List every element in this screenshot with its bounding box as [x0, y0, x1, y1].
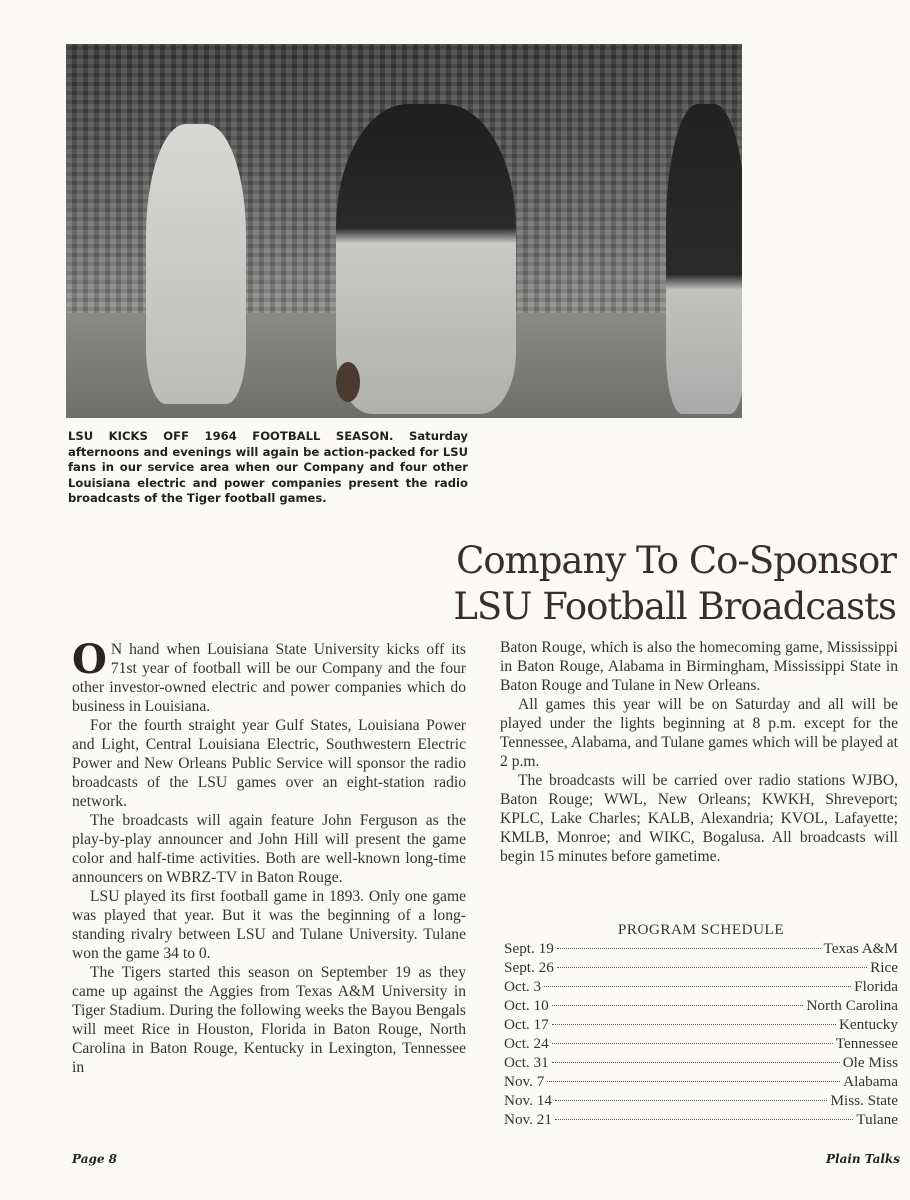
article-paragraph: Baton Rouge, which is also the homecoming game, Mississippi in Baton Rouge, Alabama in Birmingham, Mississippi State in Baton Rouge and Tulane in New Orleans. — [500, 639, 898, 694]
schedule-opponent: North Carolina — [806, 997, 898, 1014]
article-paragraph: LSU played its first football game in 1893. Only one game was played that year. But it was the beginning of a long-standing rivalry between LSU and Tulane University. Tulane won the game 34 to 0. — [72, 888, 466, 962]
dot-leader — [557, 967, 867, 968]
schedule-date: Sept. 19 — [504, 940, 554, 957]
schedule-row — [504, 1054, 898, 1073]
football-photo — [66, 44, 742, 418]
player-right-edge — [666, 104, 742, 414]
schedule-opponent: Ole Miss — [842, 1054, 898, 1071]
schedule-date: Oct. 24 — [504, 1035, 549, 1052]
schedule-opponent: Rice — [870, 959, 898, 976]
article-paragraph: The Tigers started this season on September 19 as they came up against the Aggies from Texas A&M University in Tiger Stadium. During the following weeks the Bayou Bengals will meet Rice in Houston, Florida in Baton Rouge, North Carolina in Baton Rouge, Kentucky in Lexington, Tennessee in — [72, 964, 466, 1076]
article-paragraph: O N hand when Louisiana State University kicks off its 71st year of football will be our Company and the four other investor-owned electric and power companies which do business in Louisiana. — [72, 636, 466, 715]
player-kicker — [146, 124, 246, 404]
article-paragraph: The broadcasts will be carried over radio stations WJBO, Baton Rouge; WWL, New Orleans; KWKH, Shreveport; KPLC, Lake Charles; KALB, Alexandria; KVOL, Lafayette; KMLB, Monroe; and WIKC, Bogalusa. All broadcasts will begin 15 minutes before gametime. — [500, 772, 898, 865]
dot-leader — [557, 948, 821, 949]
schedule-row — [504, 1111, 898, 1130]
schedule-opponent: Kentucky — [838, 1016, 898, 1033]
schedule-date: Sept. 26 — [504, 959, 554, 976]
dot-leader — [552, 1062, 840, 1063]
schedule-row — [504, 959, 898, 978]
schedule-opponent: Florida — [854, 978, 898, 995]
player-dark-jersey — [336, 104, 516, 414]
article-headline — [453, 538, 896, 630]
article-column-right — [500, 638, 898, 866]
schedule-row — [504, 1073, 898, 1092]
article-paragraph: For the fourth straight year Gulf States, Louisiana Power and Light, Central Louisiana Electric, Southwestern Electric Power and New Orleans Public Service will sponsor the radio broadcasts of the LSU games over an eight-station radio network. — [72, 717, 466, 810]
schedule-date: Oct. 3 — [504, 978, 542, 995]
dot-leader — [552, 1005, 804, 1006]
publication-name: Plain Talks — [825, 1152, 900, 1166]
schedule-date: Oct. 17 — [504, 1016, 549, 1033]
program-schedule — [504, 920, 898, 1130]
schedule-row — [504, 1035, 898, 1054]
dot-leader — [552, 1024, 836, 1025]
dot-leader — [555, 1100, 828, 1101]
caption-lead: LSU KICKS OFF 1964 FOOTBALL SEASON. — [68, 429, 394, 443]
schedule-title: PROGRAM SCHEDULE — [617, 921, 785, 938]
schedule-opponent: Miss. State — [830, 1092, 898, 1109]
dot-leader — [552, 1043, 833, 1044]
schedule-date: Nov. 7 — [504, 1073, 545, 1090]
schedule-date: Nov. 21 — [504, 1111, 552, 1128]
photo-caption — [68, 429, 468, 507]
headline-line-2: LSU Football Broadcasts — [453, 585, 896, 628]
drop-cap: O — [72, 636, 107, 683]
schedule-opponent: Texas A&M — [823, 940, 898, 957]
article-paragraph: The broadcasts will again feature John Ferguson as the play-by-play announcer and John Hill will present the game color and half-time activities. Both are well-known long-time announcers on WBRZ-TV in Baton Rouge. — [72, 812, 466, 886]
schedule-row — [504, 997, 898, 1016]
schedule-date: Oct. 31 — [504, 1054, 549, 1071]
schedule-date: Oct. 10 — [504, 997, 549, 1014]
football — [336, 362, 360, 402]
article-paragraph: All games this year will be on Saturday and all will be played under the lights beginning at 8 p.m. except for the Tennessee, Alabama, and Tulane games which will be played at 2 p.m. — [500, 696, 898, 770]
dot-leader — [547, 1081, 840, 1082]
article-column-left — [72, 636, 466, 1077]
schedule-row — [504, 1092, 898, 1111]
page-number: Page 8 — [72, 1152, 118, 1166]
schedule-opponent: Tulane — [856, 1111, 898, 1128]
headline-line-1: Company To Co-Sponsor — [456, 539, 896, 582]
schedule-row — [504, 940, 898, 959]
schedule-opponent: Alabama — [843, 1073, 898, 1090]
caption-text: Saturday afternoons and evenings will again be action-packed for LSU fans in our service area when our Company and four other Louisiana electric and power companies present the radio broadcasts of the Tiger football games. — [68, 429, 468, 506]
schedule-row — [504, 1016, 898, 1035]
dot-leader — [555, 1119, 853, 1120]
schedule-date: Nov. 14 — [504, 1092, 552, 1109]
schedule-row — [504, 978, 898, 997]
dot-leader — [544, 986, 851, 987]
schedule-opponent: Tennessee — [835, 1035, 898, 1052]
